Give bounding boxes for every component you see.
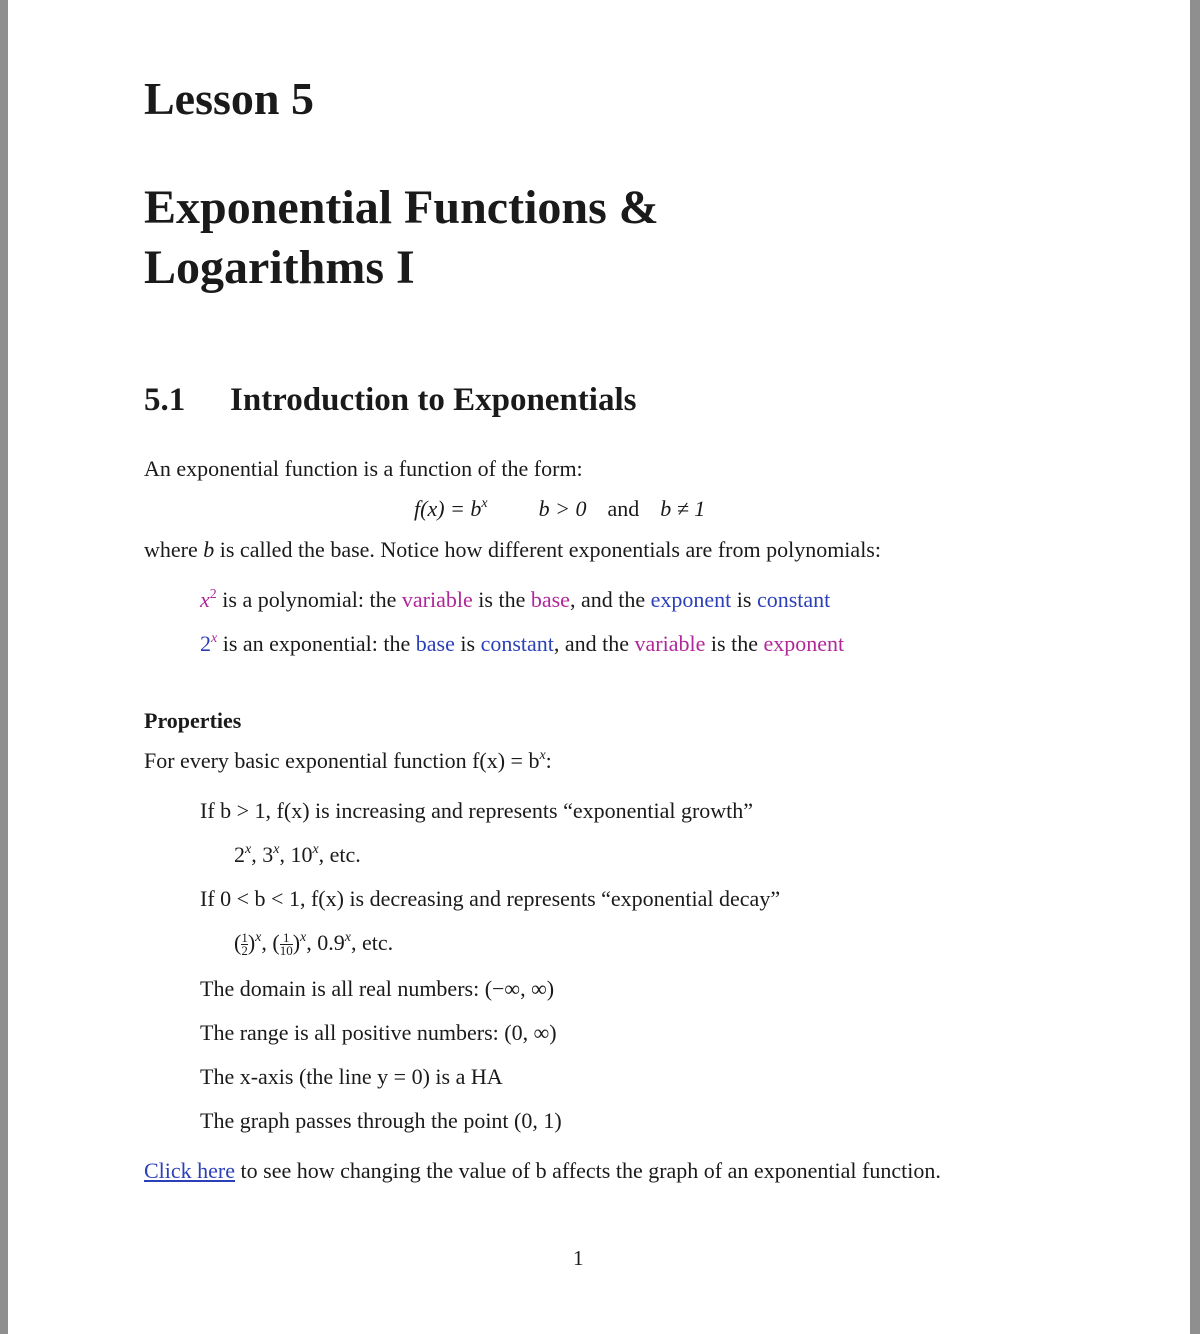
formula-condition-positive: b > 0 [538,496,587,521]
formula-fx: f(x) = b [414,496,482,521]
document-page [8,0,1190,1334]
chapter-title-line1: Exponential Functions & [144,181,659,234]
formula-and: and [607,496,640,521]
exponential-comparison: 2$^x$ is an exponential: the base is constant, and the variable is the exponent [200,631,845,656]
properties-heading: Properties [144,708,242,733]
chapter-title-line2: Logarithms I [144,241,415,294]
graph-link-sentence: Click here to see how changing the value of b affects the graph of an exponential function. [144,1158,941,1183]
section-title: Introduction to Exponentials [230,382,637,418]
exponential-formula [414,496,705,522]
expo-term: 2 [200,631,211,656]
point-property: The graph passes through the point (0, 1) [200,1108,562,1133]
chapter-title [144,178,659,298]
intro-lead: An exponential function is a function of the form: [144,456,583,481]
click-here-link[interactable]: Click here [144,1158,236,1183]
growth-examples: 2$^x$, 3$^x$, 10$^x$, etc. [234,842,361,867]
domain-property: The domain is all real numbers: (−∞, ∞) [200,976,555,1001]
poly-term: x [200,587,210,612]
chapter-number: Lesson 5 [144,73,314,124]
polynomial-comparison: $x^2$ is a polynomial: the variable is the base, and the exponent is constant [200,587,831,612]
base-sentence: where b is called the base. Notice how different exponentials are from polynomials: [144,537,881,562]
properties-lead: For every basic exponential function $f(x) = b^x$: [144,748,552,773]
formula-exponent: x [481,496,488,511]
section-heading [144,382,636,419]
page-number: 1 [573,1246,584,1270]
decay-examples: ( $\frac{1}{2}$ )$^x$, ( $\frac{1}{10}$ )$^x$, 0.9$^x$, etc. [234,930,394,958]
decay-property: If 0 < b < 1, f(x) is decreasing and represents “exponential decay” [200,886,781,911]
section-number: 5.1 [144,382,186,418]
fraction-tenth: $\frac{1}{10}$ [279,930,293,958]
growth-property: If b > 1, f(x) is increasing and represents “exponential growth” [200,798,754,823]
range-property: The range is all positive numbers: (0, ∞) [200,1020,557,1045]
asymptote-property: The x-axis (the line y = 0) is a HA [200,1064,503,1089]
fraction-half: $\frac{1}{2}$ [241,930,248,958]
formula-condition-not-one: b ≠ 1 [660,496,706,521]
